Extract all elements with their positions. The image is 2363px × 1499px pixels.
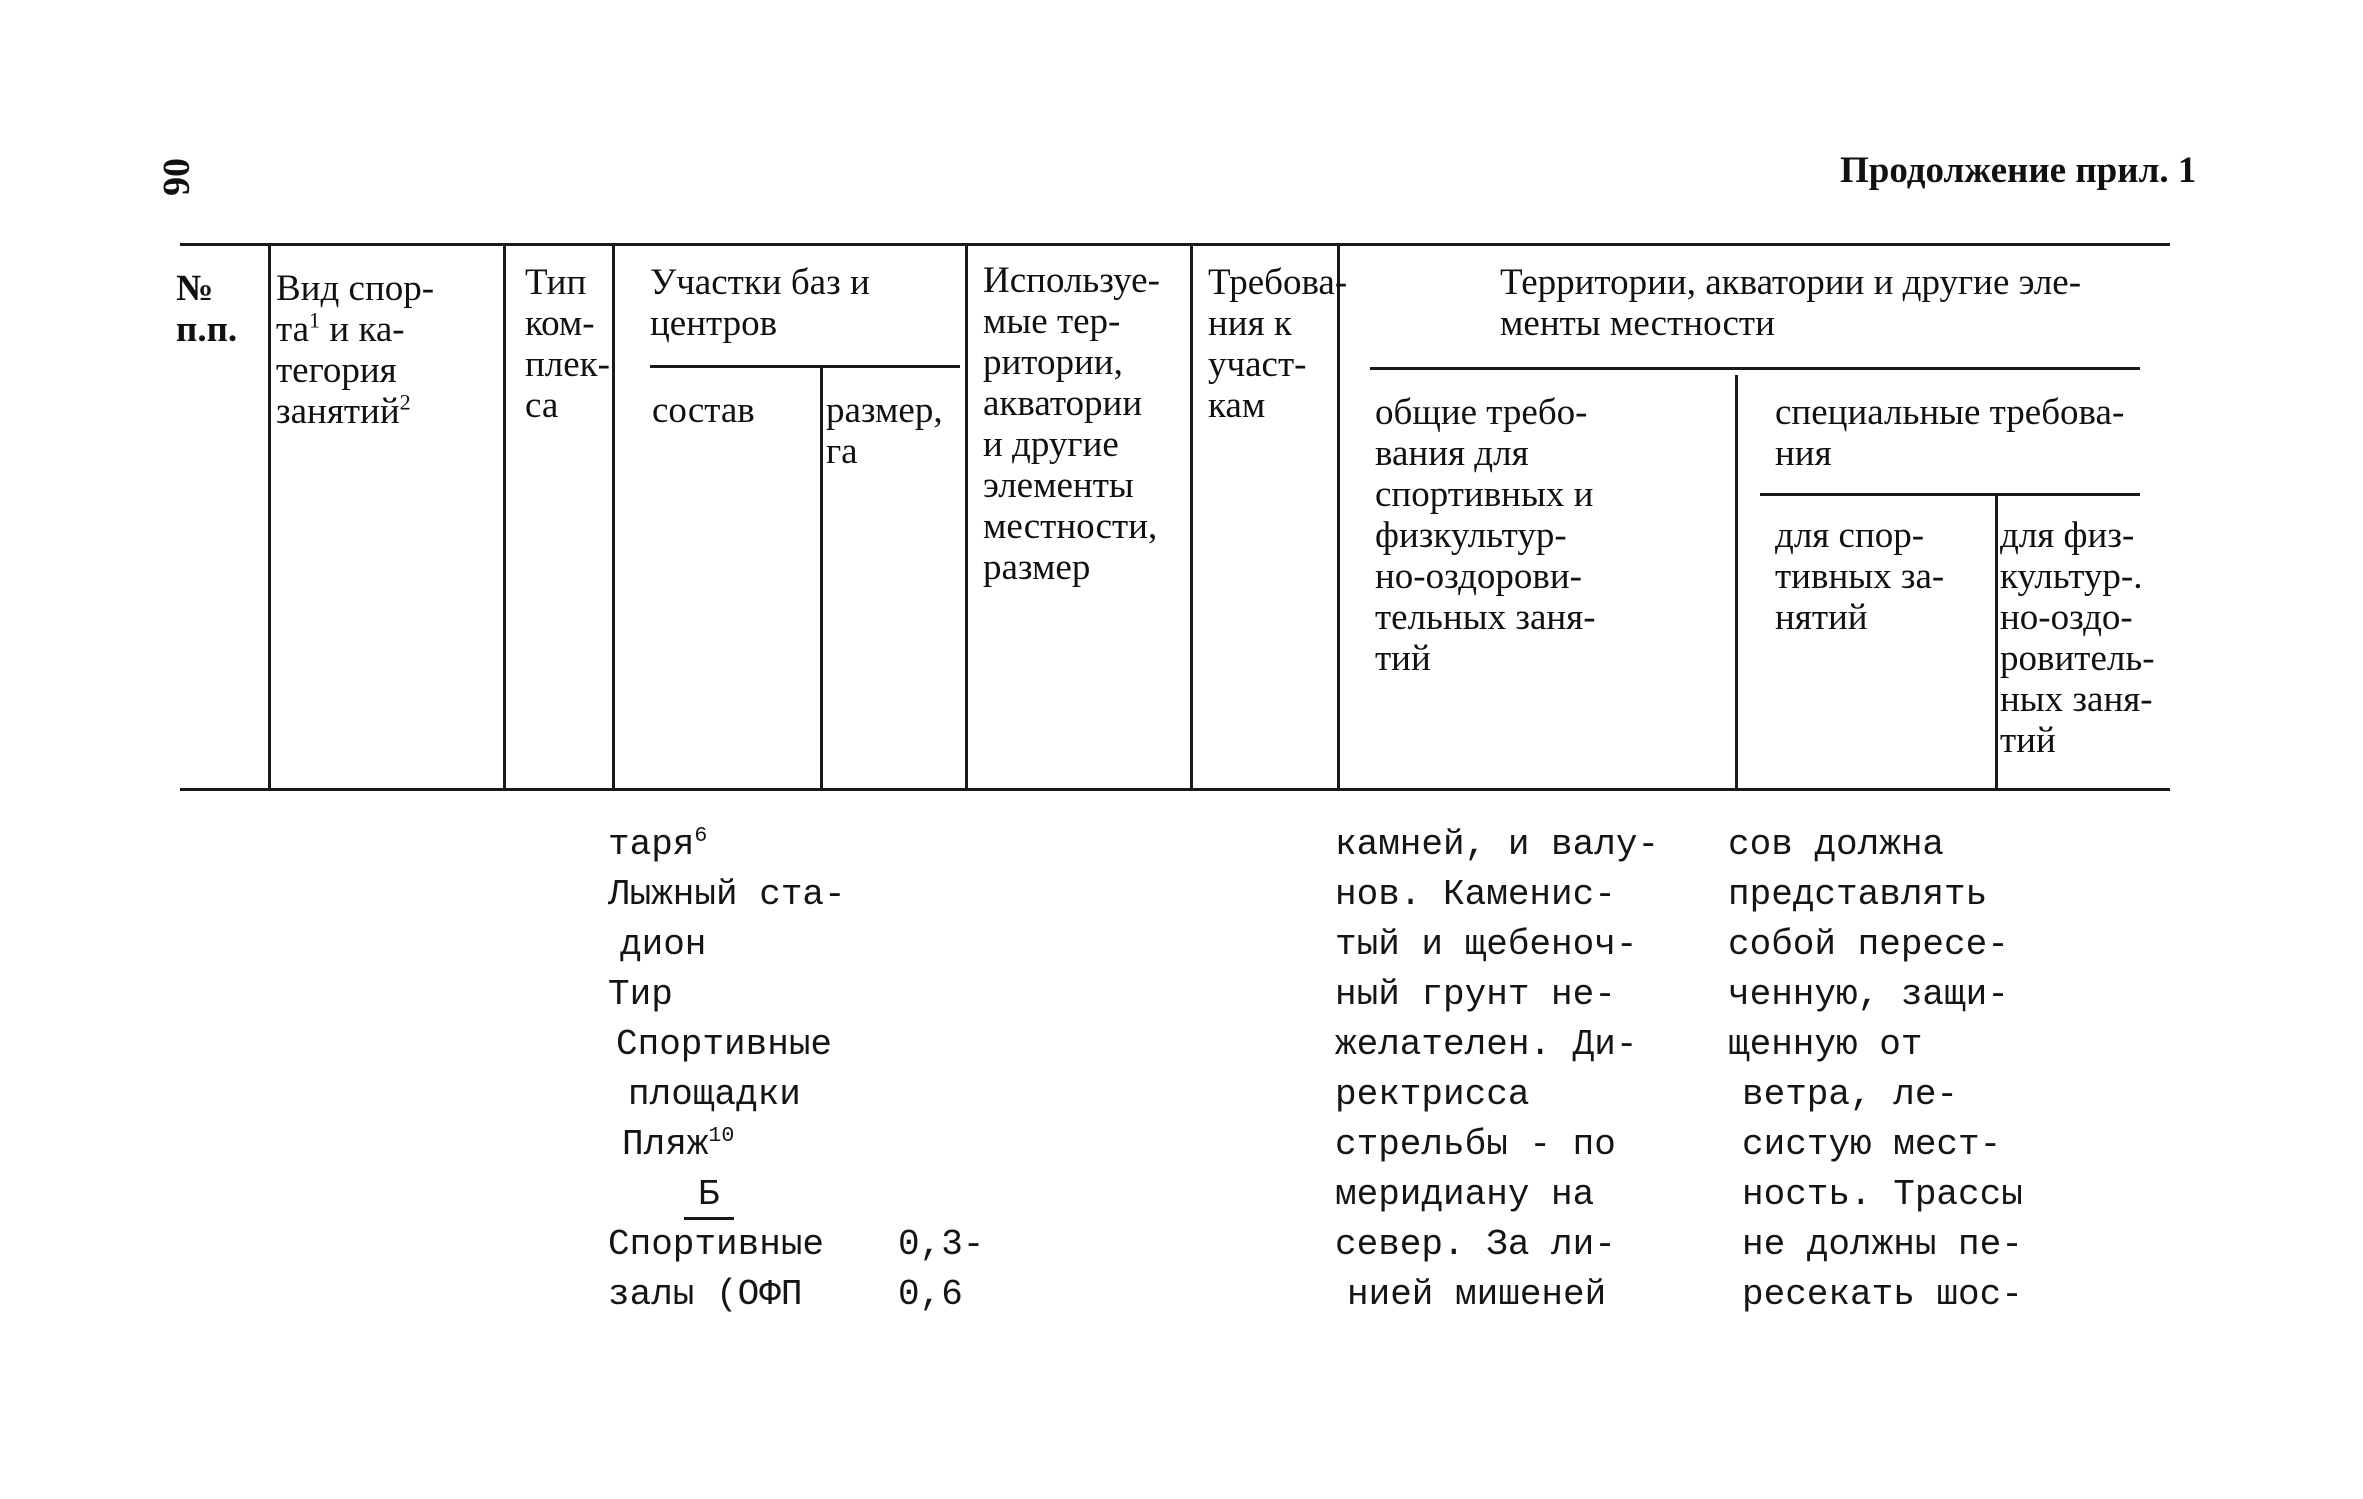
- header-territories-group: Территории, акватории и другие эле- менты местности: [1500, 262, 2082, 344]
- header-general: общие требо- вания для спортивных и физкультур- но-оздорови- тельных заня- тий: [1375, 392, 1596, 679]
- body-special: сов должна представлять собой пересе- ченную, защи- щенную от ветра, ле- систую мест- ность. Трассы не должны пе- ресекать шос-: [1728, 824, 2023, 1315]
- col-divider-3: [612, 245, 615, 790]
- continuation-label: Продолжение прил. 1: [1840, 150, 2197, 191]
- col-divider-9: [1995, 495, 1998, 790]
- col-divider-4: [820, 365, 823, 790]
- body-general: камней, и валу- нов. Каменис- тый и щебеноч- ный грунт не- желателен. Ди- ректрисса стрельбы - по меридиану на север. За ли- нией мишеней: [1335, 824, 1660, 1315]
- header-composition: состав: [652, 390, 755, 431]
- header-sport: Вид спор- $та^1$ и ка- тегория занятий$^2$: [276, 268, 435, 432]
- header-special-sport: для спор- тивных за- нятий: [1775, 515, 1945, 638]
- header-type: Тип ком- плек- са: [525, 262, 610, 426]
- table-header-bottom-rule: [180, 788, 2170, 791]
- col-divider-6: [1190, 245, 1193, 790]
- col-divider-1: [268, 245, 271, 790]
- special-subrule: [1760, 493, 2140, 496]
- header-no: № п.п.: [176, 268, 238, 350]
- header-special-group: специальные требова- ния: [1775, 392, 2125, 474]
- col-divider-8: [1735, 375, 1738, 790]
- header-special-fitness: для физ- культур-. но-оздо- ровитель- ных заня- тий: [2000, 515, 2155, 761]
- sites-subrule: [650, 365, 960, 368]
- body-composition: таря$^6$ Лыжный ста- дион Тир Спортивные площадки Пляж$^{10}$ Б Спортивные залы (ОФП: [608, 824, 846, 1315]
- header-used: Используе- мые тер- ритории, акватории и другие элементы местности, размер: [983, 260, 1160, 588]
- col-divider-5: [965, 245, 968, 790]
- body-size: 0,3- 0,6: [898, 1224, 985, 1315]
- table-top-rule: [180, 243, 2170, 246]
- header-sites-group: Участки баз и центров: [650, 262, 870, 344]
- col-divider-2: [503, 245, 506, 790]
- page-number: 06: [155, 158, 197, 196]
- territories-subrule: [1370, 367, 2140, 370]
- header-size: размер, га: [826, 390, 943, 472]
- header-requirements: Требова- ния к участ- кам: [1208, 262, 1348, 426]
